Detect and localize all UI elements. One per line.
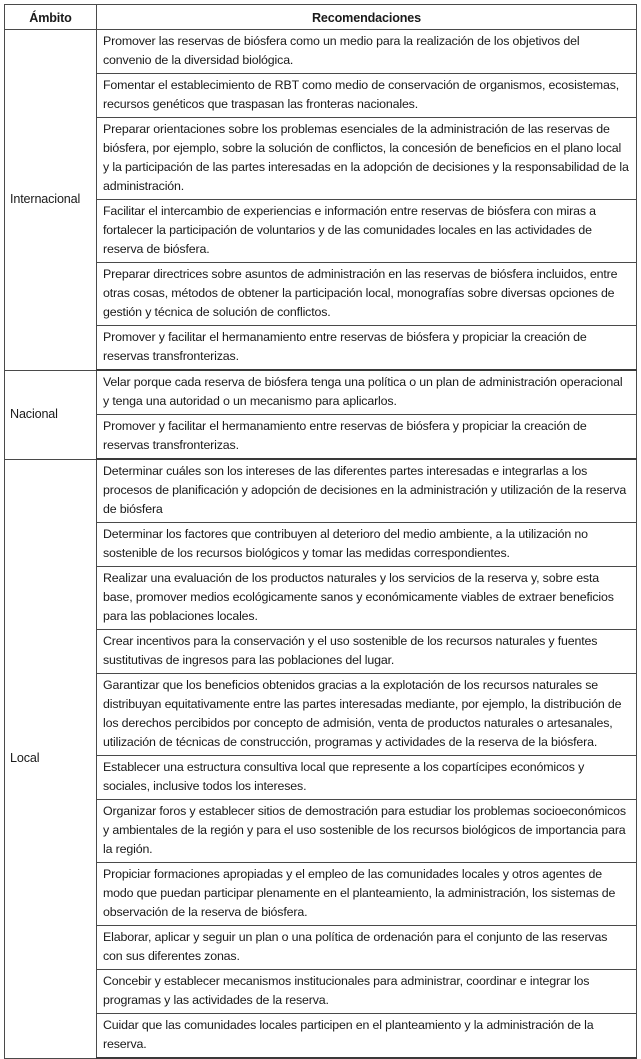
table-row bbox=[5, 863, 637, 926]
table-row bbox=[5, 74, 637, 118]
recommendation-cell: Concebir y establecer mecanismos institucionales para administrar, coordinar e integrar los programas y las actividades de la reserva. bbox=[97, 970, 637, 1014]
table-row bbox=[5, 523, 637, 567]
recommendation-cell: Preparar directrices sobre asuntos de administración en las reservas de biósfera incluidos, entre otras cosas, métodos de obtener la participación local, monografías sobre diversas opciones de gestión y técnica de solución de conflictos. bbox=[97, 263, 637, 326]
table-row bbox=[5, 567, 637, 630]
table-row bbox=[5, 1014, 637, 1059]
recommendations-table bbox=[4, 4, 637, 1059]
scope-cell-internacional: Internacional bbox=[5, 30, 97, 371]
recommendation-cell: Elaborar, aplicar y seguir un plan o una política de ordenación para el conjunto de las reservas con sus diferentes zonas. bbox=[97, 926, 637, 970]
table-row bbox=[5, 674, 637, 756]
header-recommendations: Recomendaciones bbox=[97, 5, 637, 30]
scope-cell-local: Local bbox=[5, 459, 97, 1058]
table-row bbox=[5, 200, 637, 263]
recommendation-cell: Promover y facilitar el hermanamiento entre reservas de biósfera y propiciar la creación de reservas transfronterizas. bbox=[97, 415, 637, 460]
recommendation-cell: Preparar orientaciones sobre los problemas esenciales de la administración de las reservas de biósfera, por ejemplo, sobre la solución de conflictos, la concesión de beneficios en el plano local y la participación de las partes interesadas en la adopción de decisiones y la responsabilidad de la administración. bbox=[97, 118, 637, 200]
table-row bbox=[5, 263, 637, 326]
header-scope: Ámbito bbox=[5, 5, 97, 30]
recommendation-cell: Realizar una evaluación de los productos naturales y los servicios de la reserva y, sobre esta base, promover medios ecológicamente sanos y económicamente viables de extraer beneficios para las poblaciones locales. bbox=[97, 567, 637, 630]
recommendation-cell: Promover las reservas de biósfera como un medio para la realización de los objetivos del convenio de la diversidad biológica. bbox=[97, 30, 637, 74]
table-row bbox=[5, 415, 637, 460]
recommendation-cell: Velar porque cada reserva de biósfera tenga una política o un plan de administración operacional y tenga una autoridad o un mecanismo para aplicarlos. bbox=[97, 370, 637, 415]
scope-cell-nacional: Nacional bbox=[5, 370, 97, 459]
recommendation-cell: Promover y facilitar el hermanamiento entre reservas de biósfera y propiciar la creación de reservas transfronterizas. bbox=[97, 326, 637, 371]
recommendation-cell: Organizar foros y establecer sitios de demostración para estudiar los problemas socioeconómicos y ambientales de la región y para el uso sostenible de los recursos biológicos de importancia para la región. bbox=[97, 800, 637, 863]
table-row bbox=[5, 370, 637, 415]
table-row bbox=[5, 118, 637, 200]
table-row bbox=[5, 459, 637, 523]
recommendation-cell: Fomentar el establecimiento de RBT como medio de conservación de organismos, ecosistemas, recursos genéticos que traspasan las fronteras nacionales. bbox=[97, 74, 637, 118]
recommendation-cell: Establecer una estructura consultiva local que represente a los copartícipes económicos y sociales, inclusive todos los intereses. bbox=[97, 756, 637, 800]
table-row bbox=[5, 800, 637, 863]
recommendation-cell: Cuidar que las comunidades locales participen en el planteamiento y la administración de la reserva. bbox=[97, 1014, 637, 1059]
recommendation-cell: Garantizar que los beneficios obtenidos gracias a la explotación de los recursos naturales se distribuyan equitativamente entre las partes interesadas mediante, por ejemplo, la distribución de los derechos percibidos por concepto de admisión, venta de productos naturales o artesanales, utilización de técnicas de construcción, programas y actividades de la reserva de la biósfera. bbox=[97, 674, 637, 756]
table-row bbox=[5, 326, 637, 371]
recommendation-cell: Determinar cuáles son los intereses de las diferentes partes interesadas e integrarlas a los procesos de planificación y adopción de decisiones en la administración y utilización de la reserva de biósfera bbox=[97, 459, 637, 523]
table-row bbox=[5, 30, 637, 74]
table-row bbox=[5, 756, 637, 800]
recommendation-cell: Crear incentivos para la conservación y el uso sostenible de los recursos naturales y fuentes sustitutivas de ingresos para las poblaciones del lugar. bbox=[97, 630, 637, 674]
header-row bbox=[5, 5, 637, 30]
table-row bbox=[5, 926, 637, 970]
recommendation-cell: Determinar los factores que contribuyen al deterioro del medio ambiente, a la utilización no sostenible de los recursos biológicos y tomar las medidas correspondientes. bbox=[97, 523, 637, 567]
table-row bbox=[5, 630, 637, 674]
recommendation-cell: Facilitar el intercambio de experiencias e información entre reservas de biósfera con miras a fortalecer la participación de voluntarios y de las comunidades locales en las actividades de reserva de biósfera. bbox=[97, 200, 637, 263]
recommendation-cell: Propiciar formaciones apropiadas y el empleo de las comunidades locales y otros agentes de modo que puedan participar plenamente en el planteamiento, la administración, los sistemas de observación de la reserva de biósfera. bbox=[97, 863, 637, 926]
